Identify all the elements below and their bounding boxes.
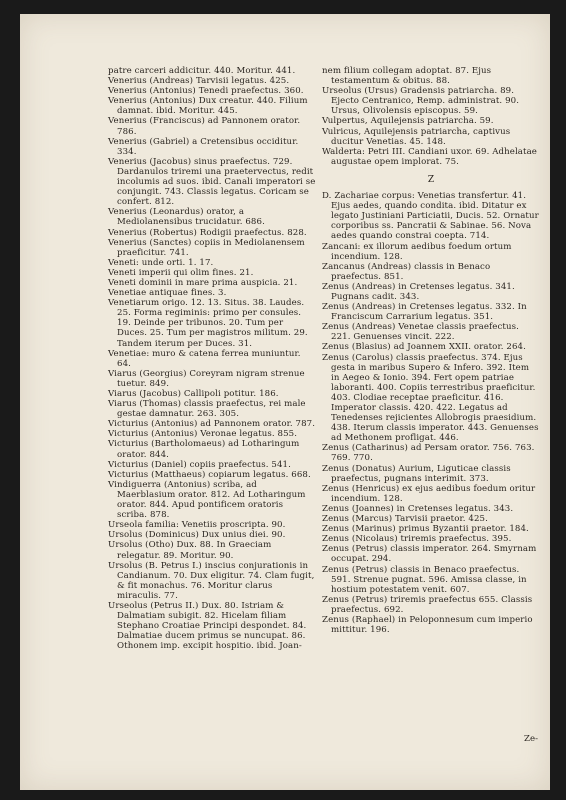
index-entry: Venetiae antiquae fines. 3. (108, 288, 227, 299)
index-entry: Ursolus (Dominicus) Dux unius diei. 90. (108, 530, 286, 541)
index-entry: Zenus (Andreas) Venetae classis praefectus. 221. Genuenses vincit. 222. (322, 322, 519, 343)
index-column-right (322, 66, 540, 635)
index-column-left (108, 66, 316, 651)
index-entry: Victurius (Matthaeus) copiarum legatus. 668. (108, 469, 311, 480)
index-entry: Urseolus (Petrus II.) Dux. 80. Istriam & Dalmatiam subigit. 82. Hicelam filiam Stephano Croatiae Principi despondet. 84. Dalmatiae ducem primus se nuncupat. 86. Othonem imp. excipit hospitio. ibid. Joan- (108, 600, 307, 652)
index-entry: Venetiae: muro & catena ferrea muniuntur. 64. (108, 348, 301, 369)
index-entry: nem filium collegam adoptat. 87. Ejus testamentum & obitus. 88. (322, 66, 492, 87)
index-entry: Zenus (Marcus) Tarvisii praetor. 425. (322, 514, 488, 525)
index-entry: Zancani: ex illorum aedibus foedum ortum incendium. 128. (322, 241, 512, 262)
index-entry: Venerius (Gabriel) a Cretensibus occiditur. 334. (108, 136, 299, 157)
index-entry: Zenus (Petrus) classis imperator. 264. Smyrnam occupat. 294. (322, 544, 537, 565)
index-entry: Zenus (Joannes) in Cretenses legatus. 343. (322, 503, 514, 514)
index-entry: Zancanus (Andreas) classis in Benaco praefectus. 851. (322, 261, 491, 282)
index-entry: Ursolus (B. Petrus I.) inscius conjurationis in Candianum. 70. Dux eligitur. 74. Clam fugit, & fit monachus. 76. Moritur clarus miraculis. 77. (108, 560, 315, 601)
index-entry: Venerius (Antonius) Dux creatur. 440. Filium damnat. ibid. Moritur. 445. (108, 96, 308, 117)
index-entry: Venerius (Robertus) Rodigii praefectus. 828. (108, 227, 307, 238)
index-entry: Venerius (Franciscus) ad Pannonem orator. 786. (108, 116, 301, 137)
index-entry: Vulpertus, Aquilejensis patriarcha. 59. (322, 116, 494, 127)
index-entry: Victurius (Daniel) copiis praefectus. 541. (108, 459, 291, 470)
index-entry: Zenus (Henricus) ex ejus aedibus foedum oritur incendium. 128. (322, 483, 536, 504)
index-entry: Zenus (Catharinus) ad Persam orator. 756. 763. 769. 770. (322, 443, 535, 464)
index-entry: Zenus (Andreas) in Cretenses legatus. 332. In Franciscum Carrarium legatus. 351. (322, 302, 527, 323)
index-entry: Venerius (Andreas) Tarvisii legatus. 425. (108, 76, 290, 87)
index-entry: Vulricus, Aquilejensis patriarcha, captivus ducitur Venetias. 45. 148. (322, 126, 511, 147)
index-entry: Victurius (Antonius) Veronae legatus. 855. (108, 429, 298, 440)
index-entry: Venerius (Antonius) Tenedi praefectus. 360. (108, 86, 304, 97)
index-entry: Viarus (Jacobus) Callipoli potitur. 186. (108, 389, 279, 399)
index-entry: Veneti dominii in mare prima auspicia. 21. (108, 277, 298, 288)
index-entry: Zenus (Petrus) classis in Benaco praefectus. 591. Strenue pugnat. 596. Amissa classe, in hostium potestatem venit. 607. (322, 564, 527, 595)
index-entry: Urseolus (Ursus) Gradensis patriarcha. 89. Ejecto Centranico, Remp. administrat. 90. Ursus, Olivolensis episcopus. 59. (322, 86, 520, 117)
index-entry: Venetiarum origo. 12. 13. Situs. 38. Laudes. 25. Forma regiminis: primo per consules. 19. Deinde per tribunos. 20. Tum per Duces. 25. Tum per magistros militum. 29. Tandem iterum per Duces. 31. (108, 298, 308, 349)
index-entry: Veneti: unde orti. 1. 17. (108, 257, 214, 268)
index-entry: Zenus (Andreas) in Cretenses legatus. 341. Pugnans cadit. 343. (322, 281, 515, 302)
section-heading-z: Z (427, 174, 435, 185)
index-entry: Ursolus (Otho) Dux. 88. In Graeciam relegatur. 89. Moritur. 90. (108, 540, 272, 561)
index-entry: Zenus (Blasius) ad Joannem XXII. orator. 264. (322, 342, 526, 353)
index-entry: Zenus (Donatus) Aurium, Liguticae classis praefectus, pugnans interimit. 373. (322, 463, 511, 484)
index-entry: Veneti imperii qui olim fines. 21. (108, 267, 254, 278)
index-entry: Venerius (Leonardus) orator, a Mediolanensibus trucidatur. 686. (108, 207, 265, 228)
index-entry: Venerius (Sanctes) copiis in Mediolanensem praeficitur. 741. (108, 237, 305, 258)
index-entry: Zenus (Marinus) primus Byzantii praetor. 184. (322, 524, 529, 535)
index-entry: Zenus (Petrus) triremis praefectus 655. Classis praefectus. 692. (322, 594, 533, 615)
index-entry: Viarus (Thomas) classis praefectus, rei male gestae damnatur. 263. 305. (108, 399, 306, 420)
index-entry: Urseola familia: Venetiis proscripta. 90. (108, 520, 286, 531)
index-entry: patre carceri addicitur. 440. Moritur. 441. (108, 66, 296, 76)
index-entry: Victurius (Antonius) ad Pannonem orator. 787. (108, 419, 316, 430)
index-entry: Zenus (Raphael) in Peloponnesum cum imperio mittitur. 196. (322, 614, 533, 636)
index-entry: Vindiguerra (Antonius) scriba, ad Maerblasium orator. 812. Ad Lotharingum orator. 844. Apud pontificem oratoris scriba. 878. (108, 479, 306, 521)
index-entry: Walderta: Petri III. Candiani uxor. 69. Adhelatae augustae opem implorat. 75. (322, 146, 537, 167)
index-entry: Viarus (Georgius) Coreyram nigram strenue tuetur. 849. (108, 368, 305, 389)
index-entry: Zenus (Carolus) classis praefectus. 374. Ejus gesta in maribus Supero & Infero. 392. Item in Aegeo & Ionio. 394. Fert opem patriae laboranti. 400. Copiis terrestribus praeficitur. 403. Clodiae receptae praeficitur. 416. Imperator classis. 420. 422. Legatus ad Tenedenses rejicientes Allobrogis praesidium. 438. Iterum classis imperator. 443. Genuenses ad Methonem profligat. 446. (322, 352, 539, 444)
document-page (20, 14, 550, 790)
catchword: Ze- (524, 734, 538, 744)
index-entry: D. Zachariae corpus: Venetias transfertur. 41. Ejus aedes, quando condita. ibid. Ditatur ex legato Justiniani Particiatii, Ducis. 52. Ornatur corporibus ss. Pancratii & Sabinae. 56. Nova aedes quando constrai coepta. 714. (322, 191, 539, 242)
index-entry: Zenus (Nicolaus) triremis praefectus. 395. (322, 534, 512, 545)
index-entry: Venerius (Jacobus) sinus praefectus. 729. Dardanulos triremi una praetervectus, redit incolumis ad suos. ibid. Canali imperatori se conjungit. 743. Classis legatus. Coricam se confert. 812. (108, 156, 316, 208)
index-entry: Victurius (Bartholomaeus) ad Lotharingum orator. 844. (108, 439, 300, 460)
